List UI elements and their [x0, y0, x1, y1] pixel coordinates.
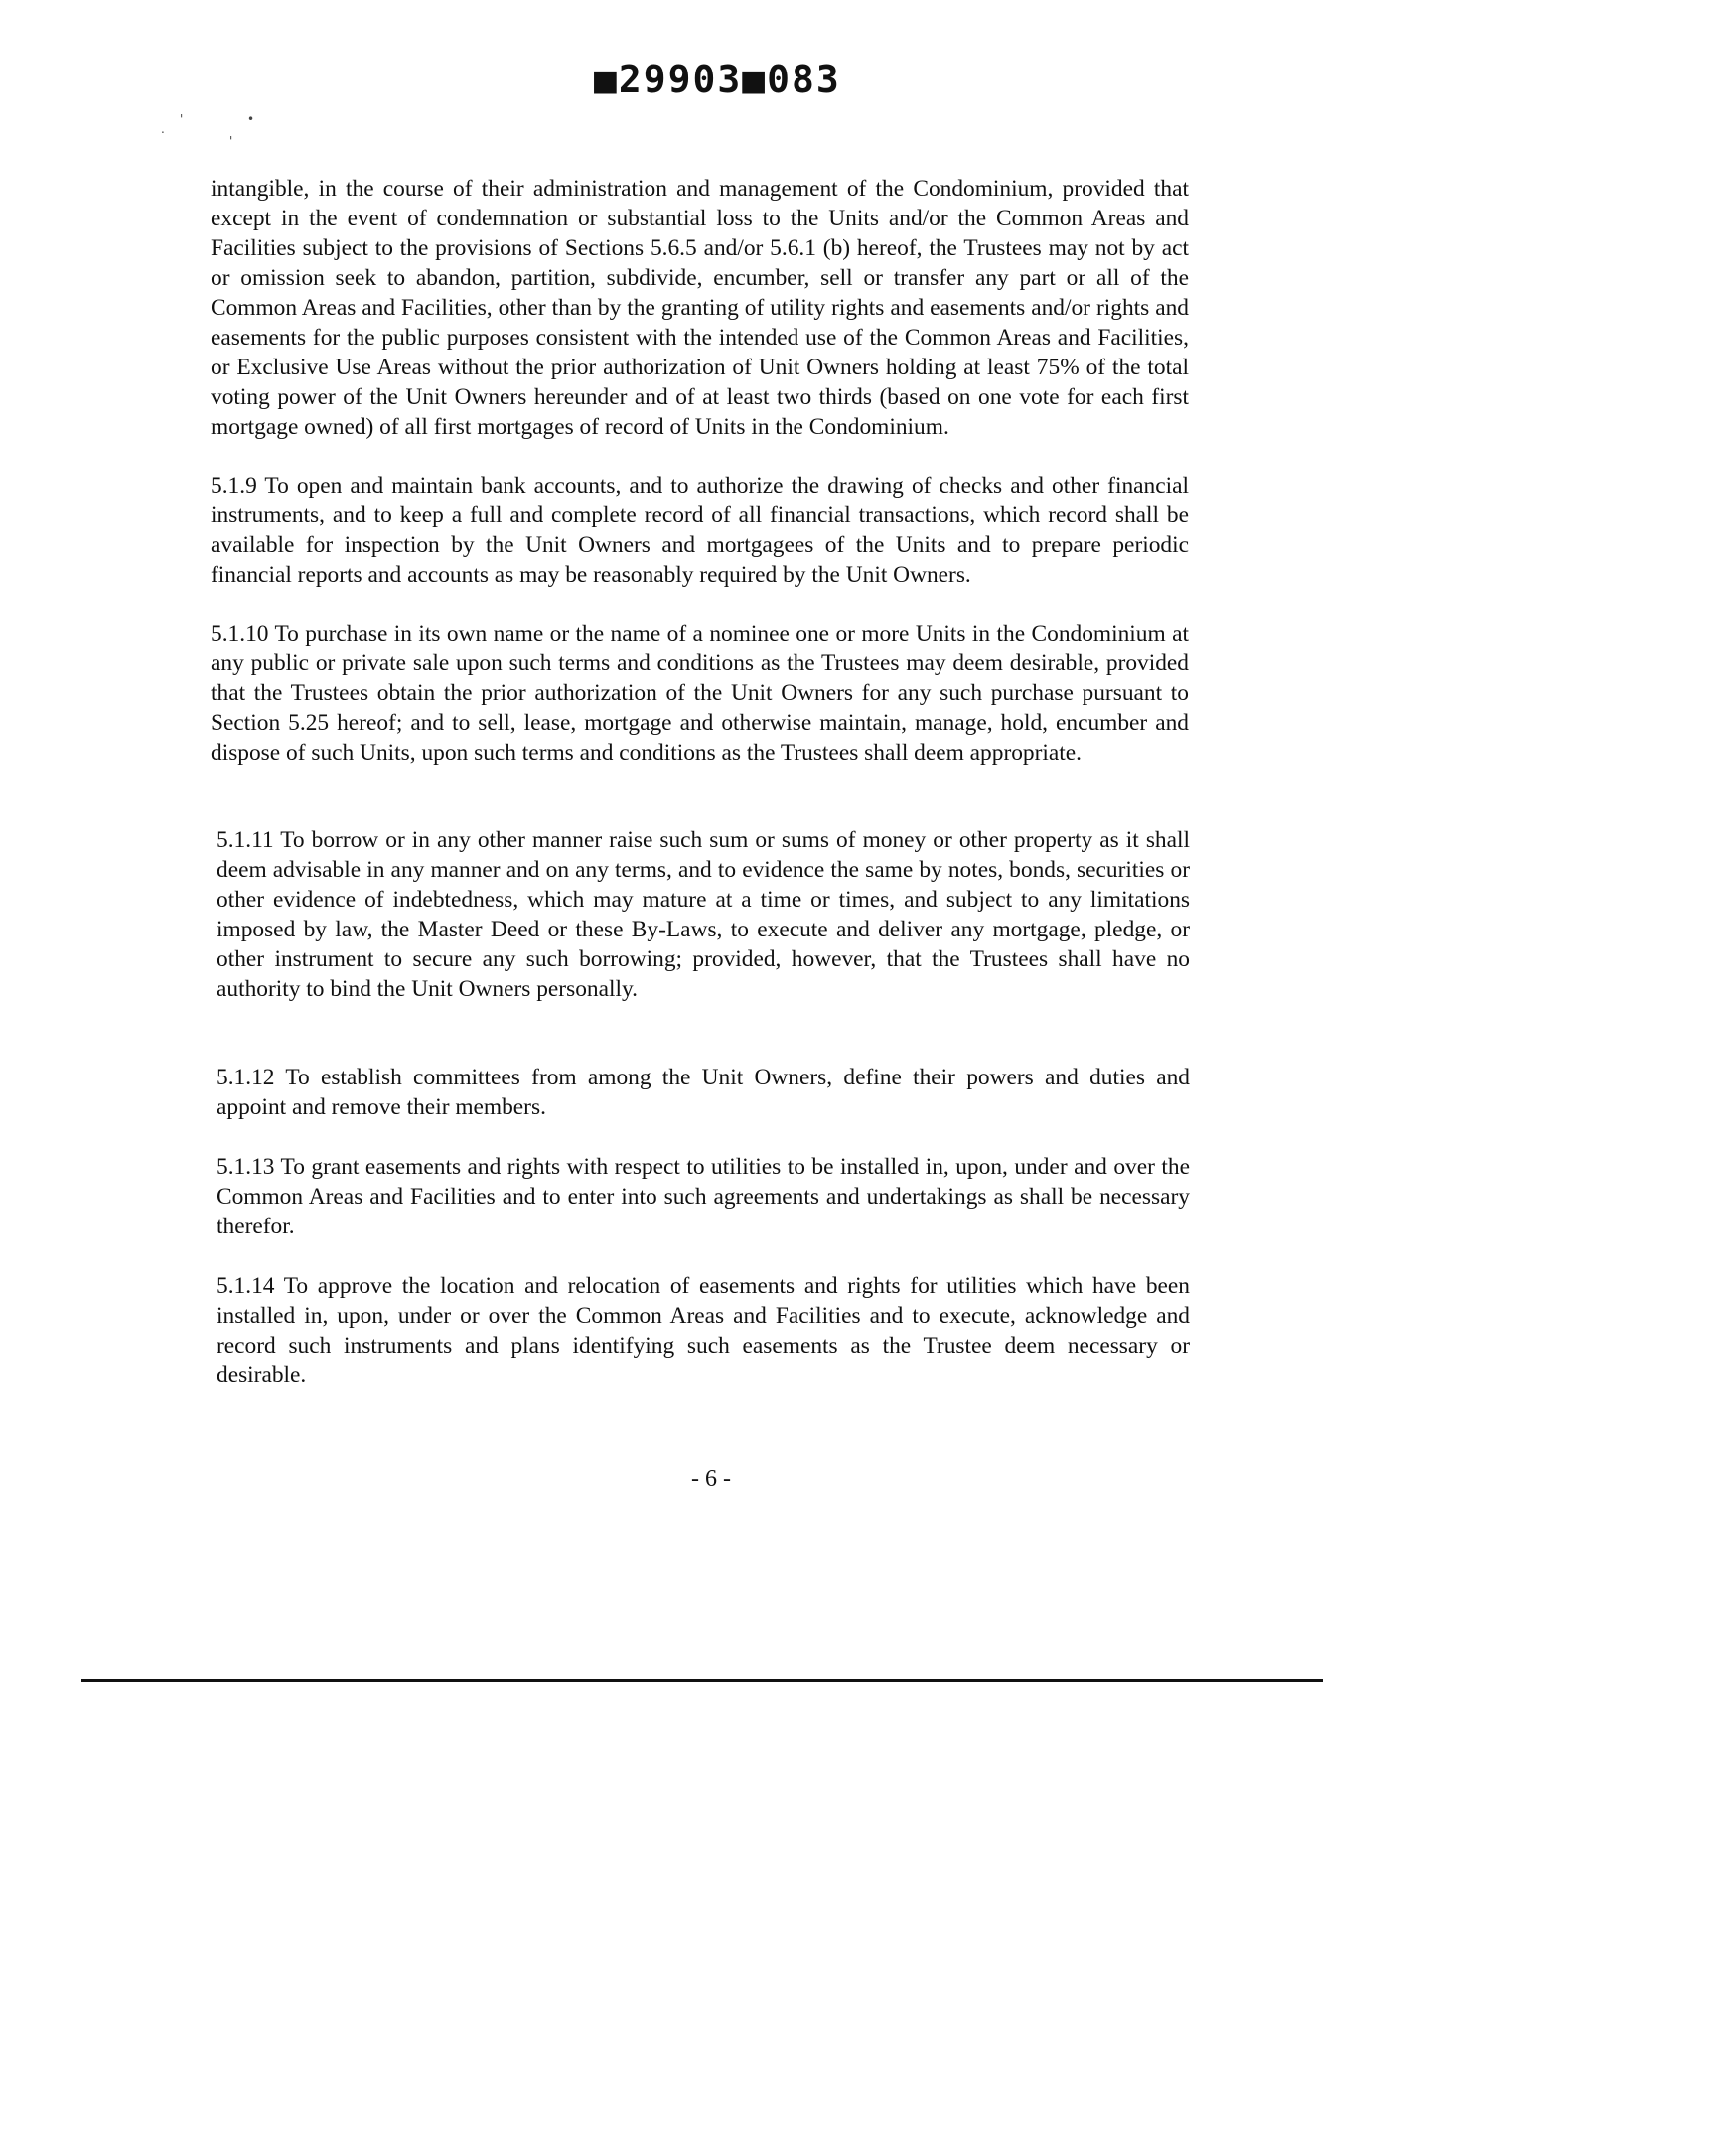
- paragraph-5-1-10: 5.1.10 To purchase in its own name or the name of a nominee one or more Units in the Condominium at any public or private sale upon such terms and conditions as the Trustees may deem desirable, provided that the Trustees obtain the prior authorization of the Unit Owners for any such purchase pursuant to Section 5.25 hereof; and to sell, lease, mortgage and otherwise maintain, manage, hold, encumber and dispose of such Units, upon such terms and conditions as the Trustees shall deem appropriate.: [211, 621, 1189, 766]
- paragraph-intangible-continuation: intangible, in the course of their administration and management of the Condominium, provided that except in the event of condemnation or substantial loss to the Units and/or the Common Areas and Facilities subject to the provisions of Sections 5.6.5 and/or 5.6.1 (b) hereof, the Trustees may not by act or omission seek to abandon, partition, subdivide, encumber, sell or transfer any part or all of the Common Areas and Facilities, other than by the granting of utility rights and easements and/or rights and easements for the public purposes consistent with the intended use of the Common Areas and Facilities, or Exclusive Use Areas without the prior authorization of Unit Owners holding at least 75% of the total voting power of the Unit Owners hereunder and of at least two thirds (based on one vote for each first mortgage owned) of all first mortgages of record of Units in the Condominium.: [211, 176, 1189, 440]
- page-number: - 6 -: [691, 1466, 731, 1492]
- paragraph-5-1-12: 5.1.12 To establish committees from among the Unit Owners, define their powers and duties and appoint and remove their members.: [217, 1065, 1190, 1120]
- scan-speck: ': [180, 112, 184, 126]
- paragraph-5-1-9: 5.1.9 To open and maintain bank accounts, and to authorize the drawing of checks and other financial instruments, and to keep a full and complete record of all financial transactions, which record shall be available for inspection by the Unit Owners and mortgagees of the Units and to prepare periodic financial reports and accounts as may be reasonably required by the Unit Owners.: [211, 473, 1189, 588]
- footer-rule: [81, 1679, 1323, 1682]
- scan-speck: •: [247, 112, 255, 126]
- paragraph-5-1-11: 5.1.11 To borrow or in any other manner raise such sum or sums of money or other property as it shall deem advisable in any manner and on any terms, and to evidence the same by notes, bonds, securities or other evidence of indebtedness, which may mature at a time or times, and subject to any limitations imposed by law, the Master Deed or these By-Laws, to execute and deliver any mortgage, pledge, or other instrument to secure any such borrowing; provided, however, that the Trustees shall have no authority to bind the Unit Owners personally.: [217, 827, 1190, 1002]
- paragraph-5-1-13: 5.1.13 To grant easements and rights with respect to utilities to be installed in, upon, under and over the Common Areas and Facilities and to enter into such agreements and undertakings as shall be necessary therefor.: [217, 1154, 1190, 1239]
- scan-speck: .: [161, 122, 165, 136]
- paragraph-5-1-14: 5.1.14 To approve the location and relocation of easements and rights for utilities which have been installed in, upon, under or over the Common Areas and Facilities and to execute, acknowledge and record such instruments and plans identifying such easements as the Trustee deem necessary or desirable.: [217, 1273, 1190, 1388]
- scan-speck: ': [229, 134, 233, 148]
- document-stamp-number: ■29903■083: [594, 58, 841, 101]
